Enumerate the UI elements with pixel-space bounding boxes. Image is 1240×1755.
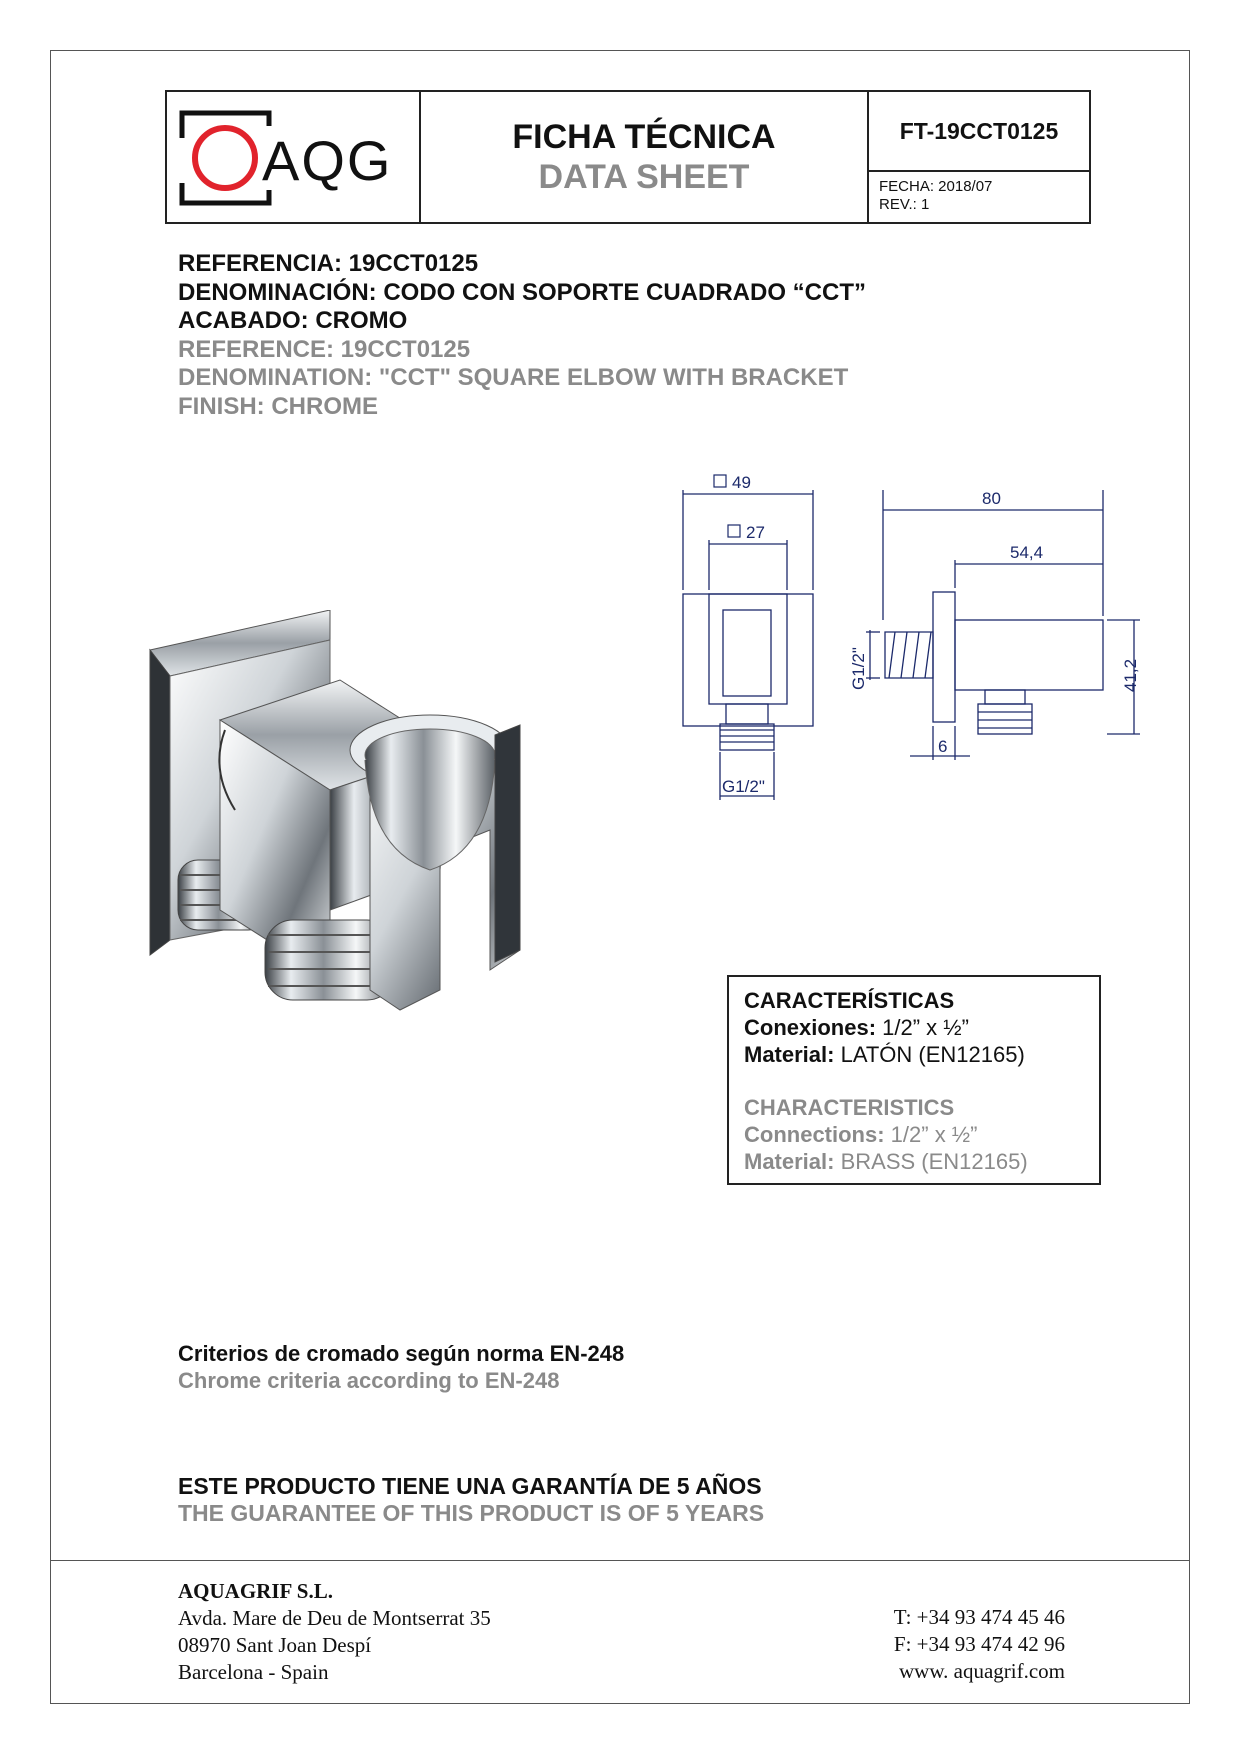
criteria-en: Chrome criteria according to EN-248	[178, 1368, 560, 1393]
footer-address	[178, 1578, 491, 1686]
company-name: AQUAGRIF S.L.	[178, 1579, 333, 1603]
title-es: FICHA TÉCNICA	[512, 118, 776, 156]
dim-height: 41,2	[1121, 658, 1140, 692]
criteria-es: Criterios de cromado según norma EN-248	[178, 1341, 625, 1366]
sheet-code: FT-19CCT0125	[869, 92, 1089, 172]
address-line-2: 08970 Sant Joan Despí	[178, 1633, 372, 1657]
dim-depth: 54,4	[1010, 543, 1044, 562]
connections-en: Connections: 1/2” x ½”	[744, 1122, 978, 1147]
finish-es: ACABADO: CROMO	[178, 307, 408, 334]
guarantee-es: ESTE PRODUCTO TIENE UNA GARANTÍA DE 5 AÑOS	[178, 1473, 762, 1499]
material-es: Material: LATÓN (EN12165)	[744, 1042, 1025, 1067]
title-en: DATA SHEET	[538, 158, 750, 196]
chrome-criteria	[178, 1340, 624, 1394]
footer-contact	[894, 1604, 1065, 1685]
fax: F: +34 93 474 42 96	[893, 1632, 1065, 1656]
logo-text: AQG	[262, 129, 393, 192]
sheet-date: FECHA: 2018/07	[879, 178, 993, 195]
sheet-meta	[869, 172, 1089, 222]
phone: T: +34 93 474 45 46	[893, 1605, 1065, 1629]
dim-plate: 6	[938, 737, 948, 756]
material-en: Material: BRASS (EN12165)	[744, 1149, 1028, 1174]
characteristics-box	[727, 975, 1101, 1185]
address-line-3: Barcelona - Spain	[178, 1660, 329, 1684]
square-symbol-icon	[714, 475, 726, 487]
address-line-1: Avda. Mare de Deu de Montserrat 35	[178, 1606, 491, 1630]
dim-outer-square: 49	[732, 473, 751, 492]
reference-block	[178, 250, 866, 421]
reference-es: REFERENCIA: 19CCT0125	[178, 250, 479, 277]
guarantee	[178, 1473, 764, 1527]
dim-length: 80	[982, 489, 1001, 508]
denomination-es: DENOMINACIÓN: CODO CON SOPORTE CUADRADO “CCT”	[178, 278, 866, 306]
sheet-rev: REV.: 1	[879, 196, 930, 213]
header-table	[165, 90, 1091, 224]
reference-en: REFERENCE: 19CCT0125	[178, 335, 471, 363]
dim-inner-square: 27	[746, 523, 765, 542]
technical-drawing	[670, 470, 1150, 810]
finish-en: FINISH: CHROME	[178, 392, 378, 420]
guarantee-en: THE GUARANTEE OF THIS PRODUCT IS OF 5 YEARS	[178, 1500, 765, 1526]
dim-side-thread: G1/2"	[849, 647, 868, 690]
footer-divider	[50, 1560, 1190, 1561]
square-symbol-icon	[728, 525, 740, 537]
characteristics-title-es: CARACTERÍSTICAS	[744, 988, 955, 1013]
bracket	[350, 715, 520, 1010]
product-photo	[140, 610, 600, 1030]
dim-front-thread: G1/2"	[722, 777, 765, 796]
connections-es: Conexiones: 1/2” x ½”	[744, 1015, 969, 1040]
website-link[interactable]: www. aquagrif.com	[898, 1659, 1065, 1683]
logo-cell	[167, 92, 421, 222]
title-cell	[421, 92, 869, 222]
characteristics-title-en: CHARACTERISTICS	[744, 1095, 955, 1120]
denomination-en: DENOMINATION: "CCT" SQUARE ELBOW WITH BRACKET	[178, 364, 849, 391]
code-cell	[869, 92, 1089, 222]
